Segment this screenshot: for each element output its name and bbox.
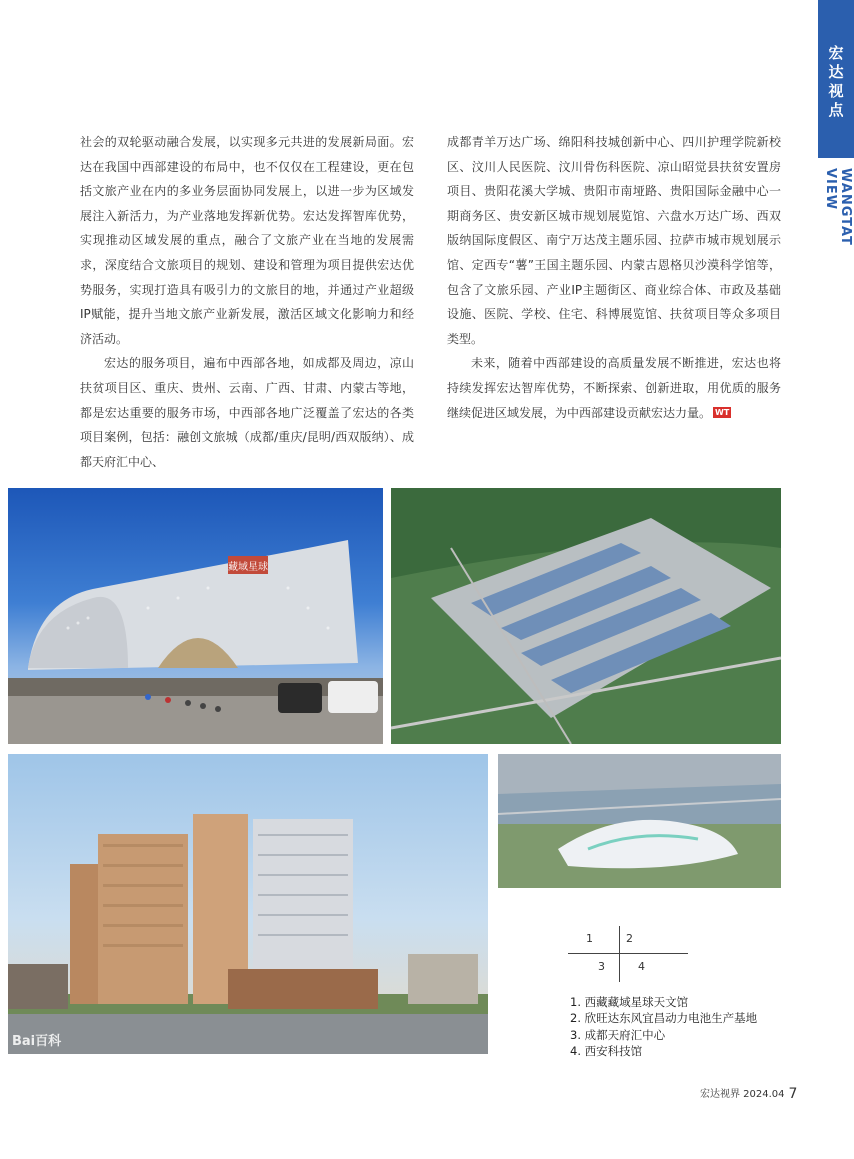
section-tab-char: 视 [828, 82, 844, 100]
article-paragraph-text: 未来，随着中西部建设的高质量发展不断推进，宏达也将持续发挥宏达智库优势，不断探索、创新进取，用优质的服务继续促进区域发展，为中西部建设贡献宏达力量。 [447, 356, 781, 420]
section-tab-char: 宏 [828, 44, 844, 62]
watermark: Bai百科 [12, 1034, 62, 1049]
museum-sign: 藏域星球 [228, 562, 268, 573]
section-tab-char: 点 [828, 101, 844, 119]
caption-item: 1. 西藏藏域星球天文馆 [570, 995, 689, 1009]
article-column-left [80, 130, 414, 474]
caption-item: 2. 欣旺达东风宜昌动力电池生产基地 [570, 1011, 758, 1026]
photo-captions [570, 994, 757, 1059]
page-number: 7 [788, 1086, 798, 1102]
photo-battery-factory [391, 488, 781, 744]
magazine-issue: 宏达视界 2024.04 [700, 1089, 785, 1100]
diagram-label-4: 4 [638, 960, 645, 973]
diagram-vertical-line [619, 926, 620, 982]
article-paragraph: 成都青羊万达广场、绵阳科技城创新中心、四川护理学院新校区、汶川人民医院、汶川骨伤科医院、凉山昭觉县扶贫安置房项目、贵阳花溪大学城、贵阳市南垭路、贵阳国际金融中心一期商务区、贵安新区城市规划展览馆、六盘水万达广场、西双版纳国际度假区、南宁万达茂主题乐园、拉萨市城市规划展示馆、定西专“薯”王国主题乐园、内蒙古恩格贝沙漠科学馆等，包含了文旅乐园、产业IP主题街区、商业综合体、市政及基础设施、医院、学校、住宅、科博展览馆、扶贫项目等众多项目类型。 [447, 135, 781, 346]
photo-astronomy-museum [8, 488, 383, 744]
article-column-right [447, 130, 781, 425]
section-tab-char: 达 [828, 63, 844, 81]
photo-tianfu-center [8, 754, 488, 1054]
article-paragraph: 宏达的服务项目，遍布中西部各地，如成都及周边，凉山扶贫项目区、重庆、贵州、云南、广西、甘肃、内蒙古等地，都是宏达重要的服务市场，中西部各地广泛覆盖了宏达的各类项目案例，包括：融创文旅城（成都/重庆/昆明/西双版纳）、成都天府汇中心、 [80, 356, 414, 469]
diagram-horizontal-line [568, 953, 688, 954]
section-english-title: WANGTAT VIEW [823, 168, 853, 246]
section-tab [818, 0, 854, 158]
page-footer [700, 1085, 797, 1102]
photo-xian-science-museum [498, 754, 781, 888]
article-paragraph: 社会的双轮驱动融合发展，以实现多元共进的发展新局面。宏达在我国中西部建设的布局中，也不仅仅在工程建设，更在包括文旅产业在内的多业务层面协同发展上，以进一步为区域发展注入新活力，为产业落地发挥新优势。宏达发挥智库优势，实现推动区域发展的重点，融合了文旅产业在当地的发展需求，深度结合文旅项目的规划、建设和管理为项目提供宏达优势服务，实现打造具有吸引力的文旅目的地，并通过产业超级IP赋能，提升当地文旅产业新发展，激活区域文化影响力和经济活动。 [80, 135, 414, 346]
diagram-label-1: 1 [586, 932, 593, 945]
caption-item: 4. 西安科技馆 [570, 1043, 643, 1058]
photo-layout-diagram [568, 926, 688, 982]
article-paragraph-final [447, 351, 781, 425]
diagram-label-3: 3 [598, 960, 605, 973]
caption-item: 3. 成都天府汇中心 [570, 1027, 666, 1042]
wt-end-mark-icon: WT [715, 407, 730, 417]
diagram-label-2: 2 [626, 932, 633, 945]
